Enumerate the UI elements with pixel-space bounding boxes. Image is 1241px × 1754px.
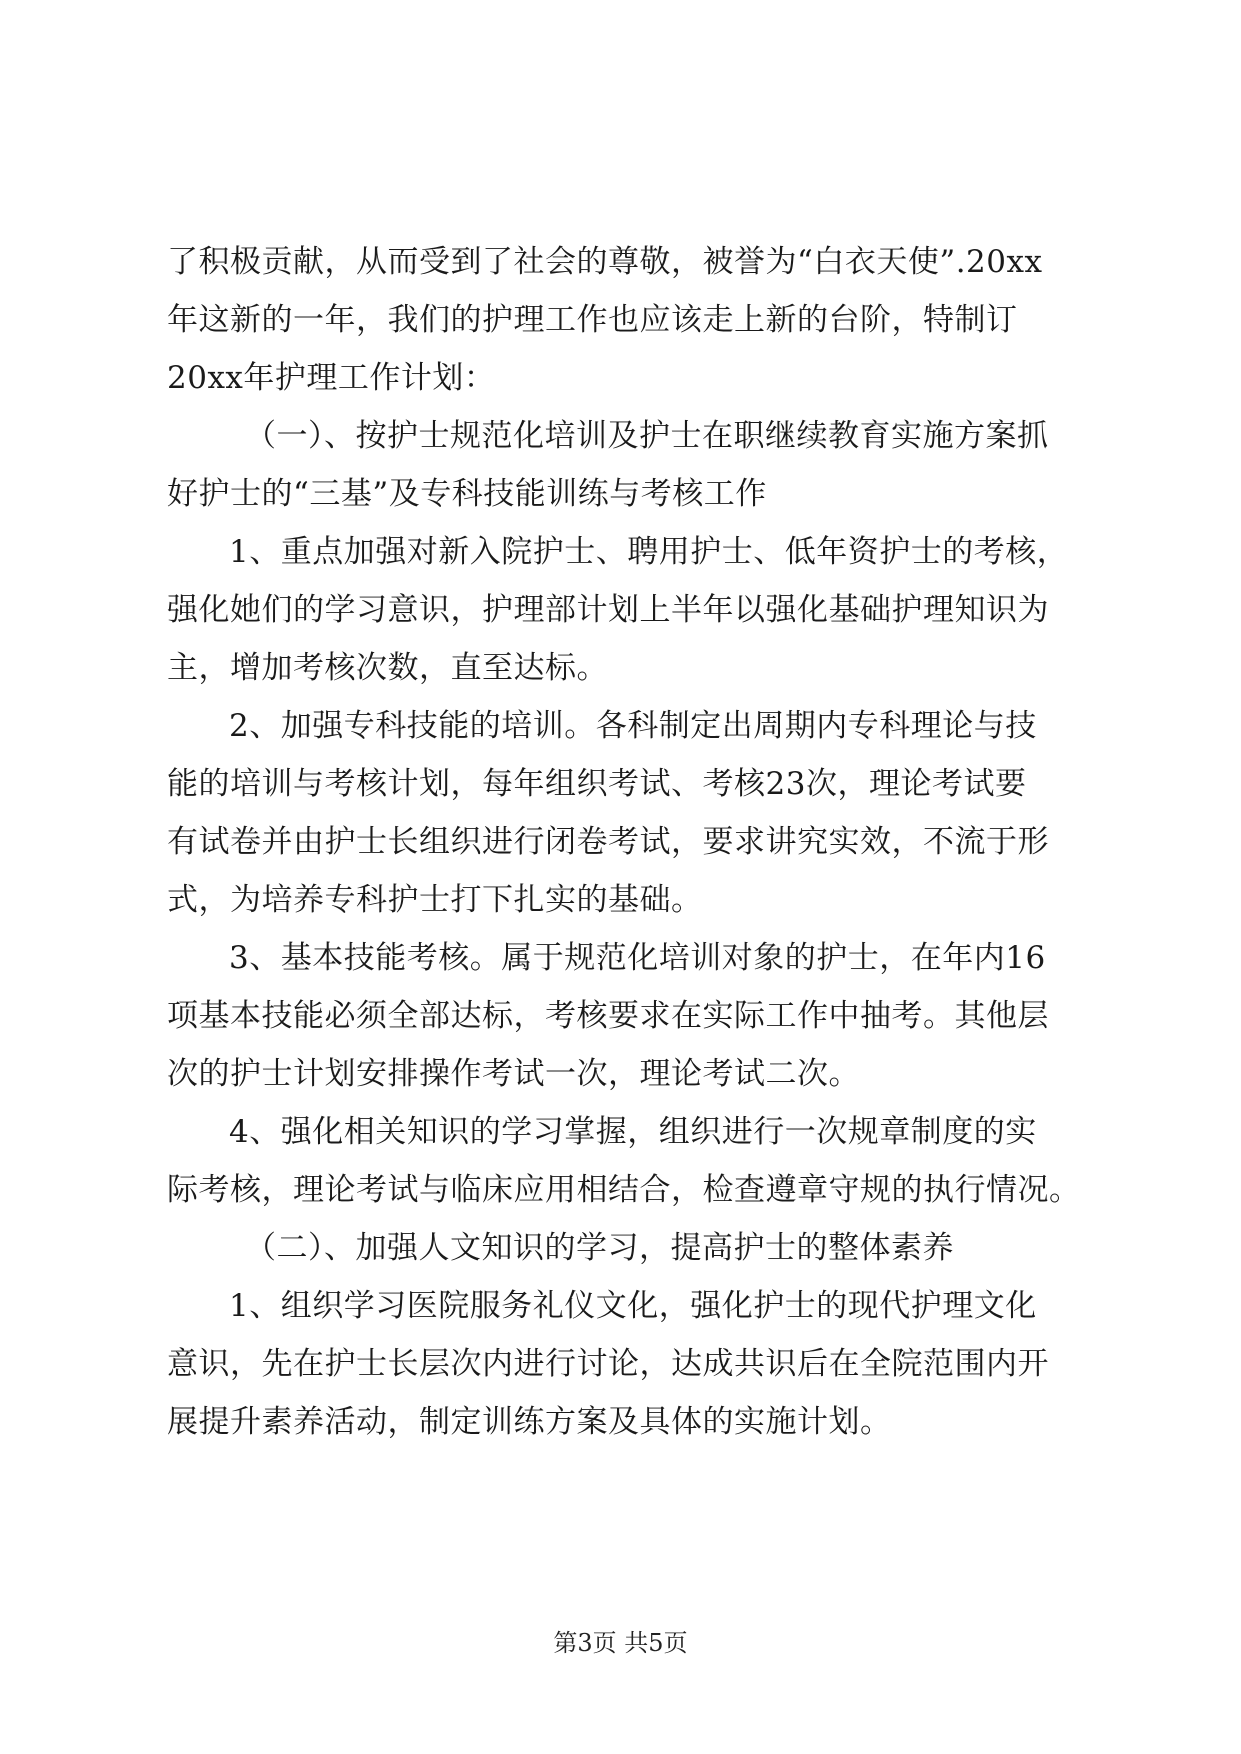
text-line: 项基本技能必须全部达标，考核要求在实际工作中抽考。其他层 xyxy=(167,998,1049,1034)
text-line: 意识，先在护士长层次内进行讨论，达成共识后在全院范围内开 xyxy=(167,1346,1049,1382)
list-item: 1、组织学习医院服务礼仪文化，强化护士的现代护理文化 xyxy=(229,1288,1037,1324)
list-item: 3、基本技能考核。属于规范化培训对象的护士，在年内16 xyxy=(229,940,1046,976)
page-footer: 第3页 共5页 xyxy=(553,1629,688,1657)
list-item: 1、重点加强对新入院护士、聘用护士、低年资护士的考核， xyxy=(229,534,1069,570)
text-line: 际考核，理论考试与临床应用相结合，检查遵章守规的执行情况。 xyxy=(167,1172,1081,1208)
section-heading: （二）、加强人文知识的学习，提高护士的整体素养 xyxy=(245,1230,954,1266)
list-item: 2、加强专科技能的培训。各科制定出周期内专科理论与技 xyxy=(229,708,1037,744)
text-line: 展提升素养活动，制定训练方案及具体的实施计划。 xyxy=(167,1404,892,1440)
text-line: 年这新的一年，我们的护理工作也应该走上新的台阶，特制订 xyxy=(167,302,1018,338)
text-line: 了积极贡献，从而受到了社会的尊敬，被誉为“白衣天使”.20xx xyxy=(167,244,1043,280)
section-heading: （一）、按护士规范化培训及护士在职继续教育实施方案抓 xyxy=(245,418,1049,454)
document-body xyxy=(167,233,1081,1451)
text-line: 强化她们的学习意识，护理部计划上半年以强化基础护理知识为 xyxy=(167,592,1049,628)
text-line: 好护士的“三基”及专科技能训练与考核工作 xyxy=(167,476,767,512)
text-line: 有试卷并由护士长组织进行闭卷考试，要求讲究实效，不流于形 xyxy=(167,824,1049,860)
text-line: 能的培训与考核计划，每年组织考试、考核23次，理论考试要 xyxy=(167,766,1027,802)
list-item: 4、强化相关知识的学习掌握，组织进行一次规章制度的实 xyxy=(229,1114,1037,1150)
text-line: 式，为培养专科护士打下扎实的基础。 xyxy=(167,882,703,918)
text-line: 主，增加考核次数，直至达标。 xyxy=(167,650,608,686)
text-line: 次的护士计划安排操作考试一次，理论考试二次。 xyxy=(167,1056,860,1092)
text-line: 20xx年护理工作计划： xyxy=(167,360,496,396)
